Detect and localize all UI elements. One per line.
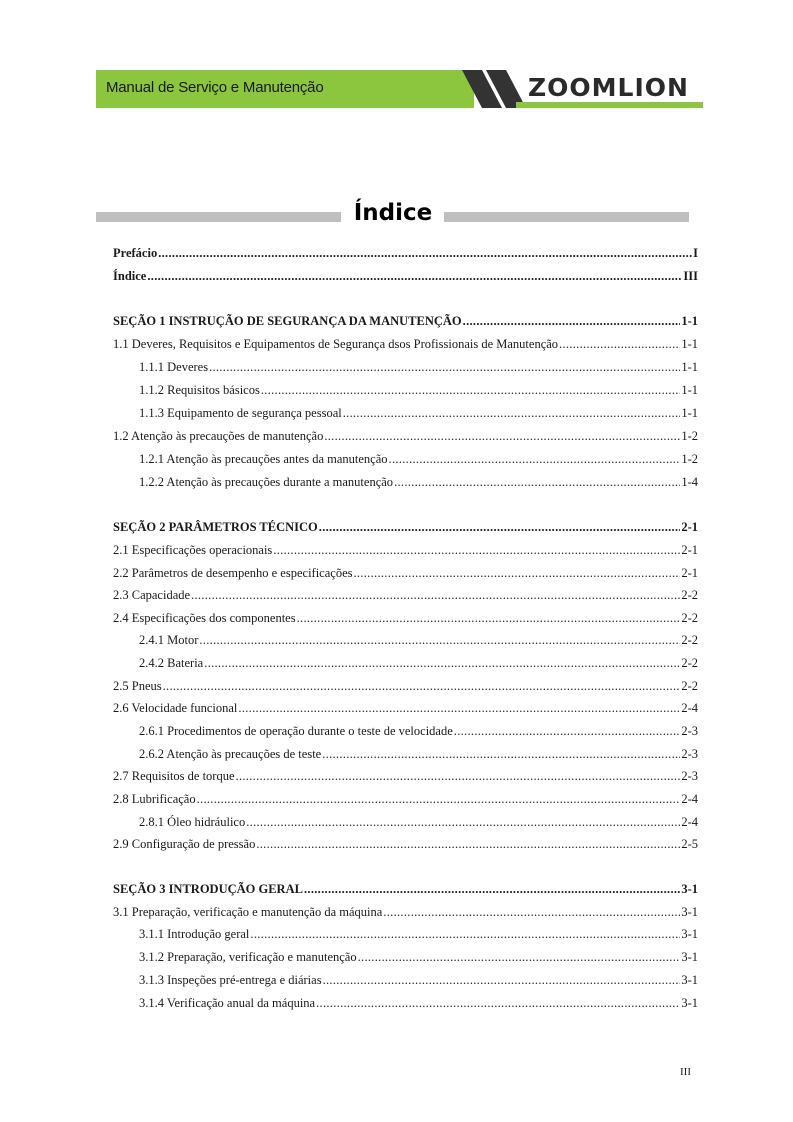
toc-entry[interactable] [139,380,698,398]
toc-entry-title: 2.8 Lubrificação [113,792,196,806]
toc-entry-page: 3-1 [681,905,698,919]
toc-entry[interactable] [113,266,698,284]
toc-leader-dots [256,837,680,852]
toc-entry-page: 1-2 [681,452,698,466]
toc-entry-title: 2.5 Pneus [113,679,162,693]
toc-entry[interactable] [113,426,698,444]
toc-entry-page: 3-1 [681,996,698,1010]
toc-entry[interactable] [113,243,698,261]
toc-entry-page: 2-3 [681,747,698,761]
toc-entry[interactable] [113,540,698,558]
toc-entry-page: 2-2 [681,656,698,670]
toc-entry[interactable] [139,630,698,648]
toc-entry[interactable] [139,472,698,490]
toc-leader-dots [158,246,692,261]
toc-entry-page: 2-1 [681,543,698,557]
toc-entry[interactable] [113,517,698,535]
toc-entry[interactable] [139,653,698,671]
toc-entry[interactable] [113,563,698,581]
toc-entry-title: Índice [113,269,147,283]
toc-leader-dots [204,656,680,671]
toc-entry-page: 2-2 [681,611,698,625]
toc-entry-title: 2.4.1 Motor [139,633,199,647]
toc-leader-dots [324,429,680,444]
toc-leader-dots [197,792,681,807]
toc-entry-title: 2.6.1 Procedimentos de operação durante o teste de velocidade [139,724,453,738]
toc-entry[interactable] [113,585,698,603]
toc-entry-title: 2.9 Configuração de pressão [113,837,256,851]
toc-entry[interactable] [139,449,698,467]
toc-entry[interactable] [139,403,698,421]
toc-entry[interactable] [139,947,698,965]
toc-leader-dots [199,633,680,648]
toc-entry[interactable] [113,789,698,807]
toc-entry[interactable] [113,698,698,716]
toc-entry-title: 2.2 Parâmetros de desempenho e especificações [113,566,353,580]
toc-entry-title: SEÇÃO 2 PARÂMETROS TÉCNICO [113,520,318,534]
toc-entry-title: 1.2.1 Atenção às precauções antes da manutenção [139,452,388,466]
toc-entry-page: 2-3 [681,769,698,783]
toc-entry-title: 3.1.3 Inspeções pré-entrega e diárias [139,973,322,987]
toc-entry-title: 1.2 Atenção às precauções de manutenção [113,429,324,443]
toc-leader-dots [246,815,680,830]
toc-entry-page: 1-1 [681,406,698,420]
toc-entry-title: 2.4.2 Bateria [139,656,204,670]
toc-leader-dots [358,950,681,965]
toc-entry-page: 2-4 [681,701,698,715]
toc-entry[interactable] [113,676,698,694]
page-number: III [680,1066,691,1078]
toc-entry-page: 3-1 [681,927,698,941]
toc-entry-page: 1-4 [681,475,698,489]
toc-leader-dots [343,406,681,421]
toc-entry[interactable] [113,608,698,626]
toc-entry-page: 2-5 [681,837,698,851]
toc-entry-title: Prefácio [113,246,158,260]
toc-leader-dots [163,679,681,694]
zoomlion-logo: ZOOMLION [528,73,689,102]
toc-leader-dots [353,566,680,581]
toc-entry-page: I [693,246,698,260]
toc-entry-page: 2-1 [681,566,698,580]
toc-entry-title: 2.3 Capacidade [113,588,191,602]
toc-entry-title: 1.1 Deveres, Requisitos e Equipamentos de Segurança dsos Profissionais de Manutenção [113,337,559,351]
toc-leader-dots [236,769,681,784]
toc-entry-title: 1.1.2 Requisitos básicos [139,383,260,397]
manual-title: Manual de Serviço e Manutenção [106,79,324,96]
toc-leader-dots [389,452,681,467]
toc-entry-page: III [683,269,698,283]
toc-leader-dots [559,337,680,352]
toc-entry[interactable] [139,812,698,830]
toc-entry-page: 3-1 [681,882,698,896]
toc-entry-title: 1.1.1 Deveres [139,360,209,374]
toc-entry-page: 1-1 [681,383,698,397]
toc-leader-dots [463,314,681,329]
toc-entry-title: SEÇÃO 1 INSTRUÇÃO DE SEGURANÇA DA MANUTENÇÃO [113,314,462,328]
toc-entry-title: 3.1.2 Preparação, verificação e manutenção [139,950,357,964]
toc-entry-page: 2-1 [681,520,698,534]
toc-leader-dots [191,588,680,603]
toc-leader-dots [383,905,680,920]
toc-entry-page: 2-4 [681,792,698,806]
toc-entry-title: 2.4 Especificações dos componentes [113,611,296,625]
toc-leader-dots [250,927,680,942]
toc-leader-dots [273,543,680,558]
toc-entry-title: 2.6 Velocidade funcional [113,701,238,715]
toc-entry-page: 2-2 [681,679,698,693]
toc-entry-page: 2-2 [681,588,698,602]
toc-entry-title: 3.1.1 Introdução geral [139,927,250,941]
toc-entry[interactable] [113,834,698,852]
toc-entry-page: 2-4 [681,815,698,829]
toc-leader-dots [323,973,681,988]
toc-entry-title: 3.1.4 Verificação anual da máquina [139,996,316,1010]
toc-entry[interactable] [113,879,698,897]
toc-entry-title: 1.1.3 Equipamento de segurança pessoal [139,406,342,420]
toc-entry-page: 1-1 [681,337,698,351]
toc-entry[interactable] [113,766,698,784]
toc-entry-title: 3.1 Preparação, verificação e manutenção da máquina [113,905,383,919]
toc-entry-title: SEÇÃO 3 INTRODUÇÃO GERAL [113,882,303,896]
toc-entry-page: 1-2 [681,429,698,443]
toc-entry[interactable] [139,721,698,739]
toc-entry-title: 2.6.2 Atenção às precauções de teste [139,747,322,761]
toc-leader-dots [261,383,680,398]
toc-entry[interactable] [113,902,698,920]
toc-entry-title: 2.8.1 Óleo hidráulico [139,815,246,829]
toc-entry[interactable] [113,334,698,352]
toc-entry-title: 2.1 Especificações operacionais [113,543,273,557]
toc-entry-page: 3-1 [681,973,698,987]
toc-entry[interactable] [139,357,698,375]
toc-leader-dots [209,360,680,375]
page-title: Índice [353,200,433,226]
toc-leader-dots [394,475,680,490]
toc-leader-dots [297,611,681,626]
toc-entry-page: 3-1 [681,950,698,964]
toc-entry[interactable] [139,993,698,1011]
toc-entry[interactable] [139,744,698,762]
toc-entry[interactable] [113,311,698,329]
toc-leader-dots [316,996,680,1011]
toc-entry-page: 1-1 [681,314,698,328]
toc-leader-dots [304,882,680,897]
toc-entry-page: 2-2 [681,633,698,647]
toc-leader-dots [319,520,681,535]
toc-entry-title: 1.2.2 Atenção às precauções durante a manutenção [139,475,394,489]
toc-leader-dots [238,701,680,716]
toc-entry-title: 2.7 Requisitos de torque [113,769,235,783]
toc-entry-page: 2-3 [681,724,698,738]
toc-leader-dots [147,269,682,284]
toc-leader-dots [454,724,681,739]
toc-entry[interactable] [139,924,698,942]
toc-leader-dots [322,747,680,762]
toc-entry-page: 1-1 [681,360,698,374]
toc-entry[interactable] [139,970,698,988]
